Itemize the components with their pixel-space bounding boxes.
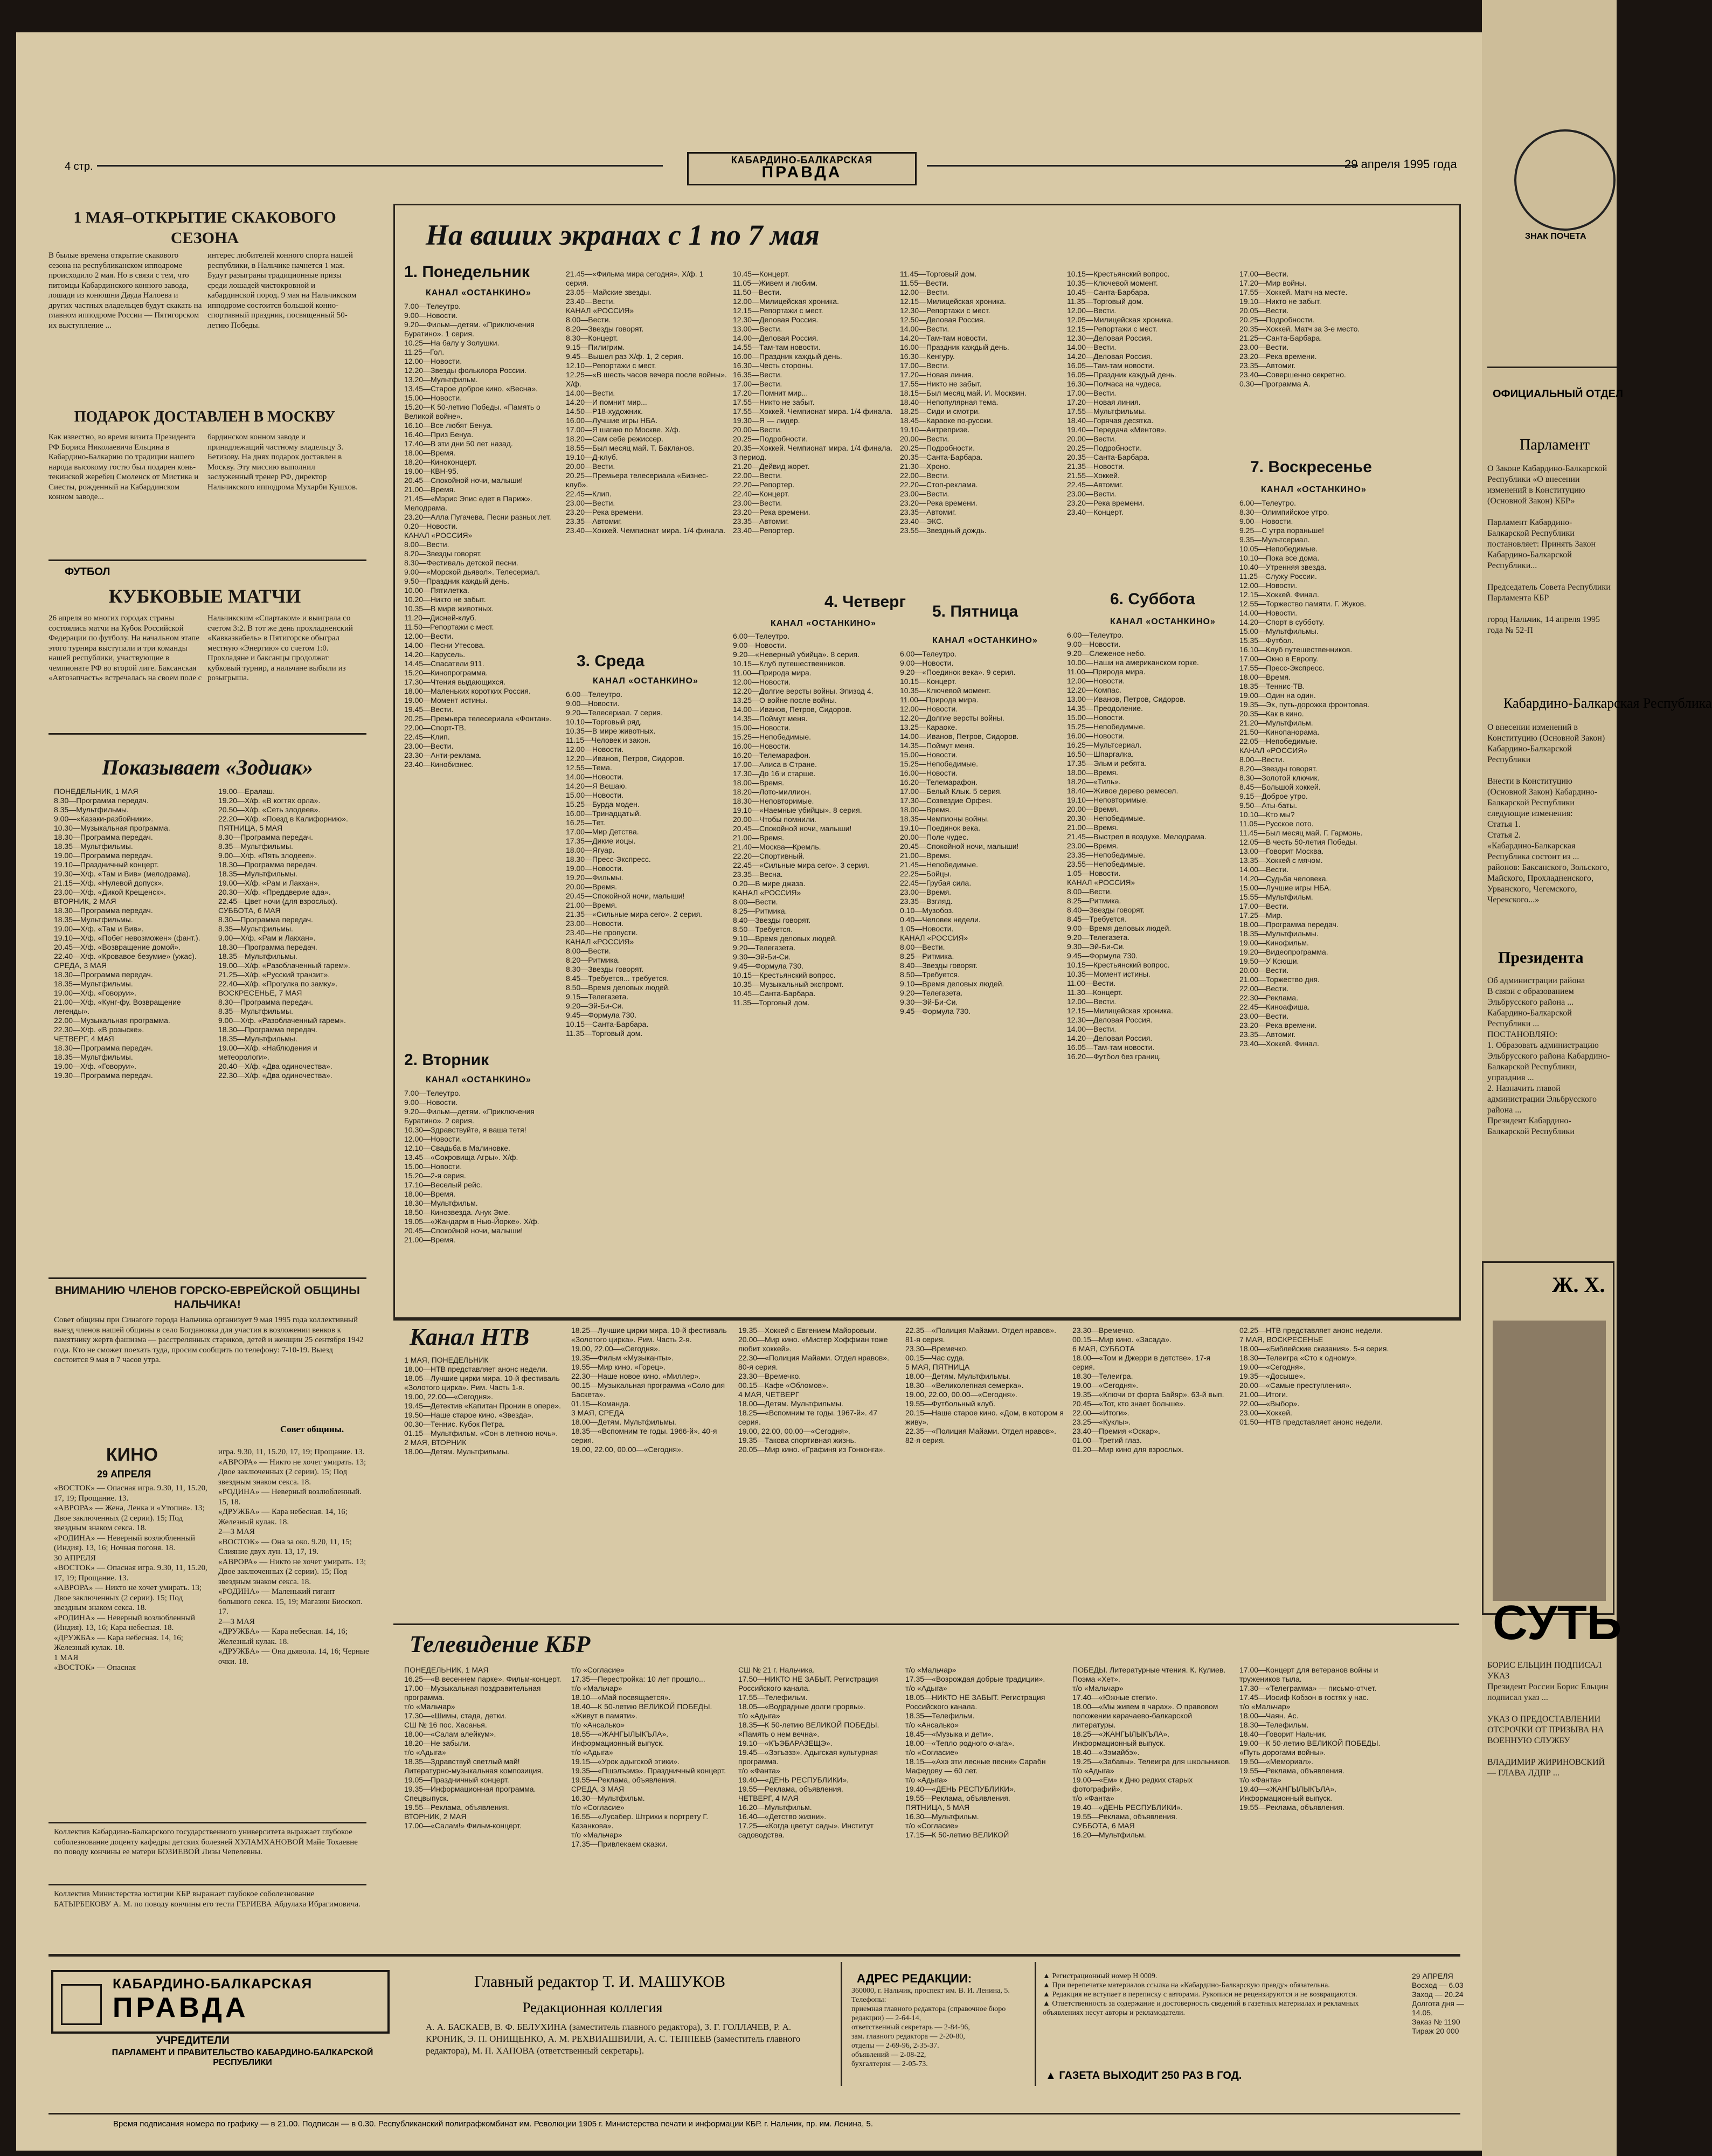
tv-col-1: 7.00—Телеутро. 9.00—Новости. 9.20—Фильм—детям. «Приключения Буратино». 1 серия. 10.25—На балу у Золушки. 11.25—Гол. 12.00—Новости. 12.20—Звезды фольклора России. 13.20—Мультфильм. 13.45—Старое доброе кино. «Весна». 15.00—Новости. 15.20—К 50-летию Победы. «Память о Великой войне». 16.10—Все любят Бенуа. 16.40—Приз Бенуа. 17.40—В эти дни 50 лет назад. 18.00—Время. 18.20—Киноконцерт. 19.00—КВН-95. 20.45—Спокойной ночи, малыши! 21.00—Время. 21.45—«Мэрис Эпис едет в Париж». Мелодрама. 23.20—Алла Пугачева. Песни разных лет. 0.20—Новости. КАНАЛ «РОССИЯ» 8.00—Вести. 8.20—Звезды говорят. 8.30—Фестиваль детской песни. 9.00—«Морской дьявол». Телесериал. 9.50—Праздник каждый день. 10.00—Пятилетка. 10.20—Никто не забыт. 10.35—В мире животных. 11.20—Дисней-клуб. 11.50—Репортажи с мест. 12.00—Вести. 14.00—Песни Утесова. 14.20—Карусель. 14.45—Спасатели 911. 15.20—Кинопрограмма. 17.30—Чтения выдающихся. 18.00—Маленьких коротких Россия. 19.00—Момент истины. 19.45—Вести. 20.25—Премьера телесериала «Фонтан». 22.00—Спорт-ТВ. 22.45—Клип. 23.00—Вести. 23.30—Анти-реклама. 23.40—Кинобизнес. (404, 302, 552, 769)
ntv-col-4: 22.35—«Полиция Майами. Отдел нравов». 81-я серия. 23.30—Времечко. 00.15—Час суда. 5 МАЯ, ПЯТНИЦА 18.00—Детям. Мультфильмы. 18.30—«Великолепная семерка». 19.00, 22.00, 00.00—«Сегодня». 19.55—Футбольный клуб. 20.15—Наше старое кино. «Дом, в котором я живу». 22.35—«Полиция Майами. Отдел нравов». 82-я серия. (905, 1326, 1064, 1445)
ntv-title: Канал НТВ (410, 1324, 530, 1350)
divider (48, 733, 366, 735)
day-monday: 1. Понедельник (404, 263, 530, 281)
medal-emblem-icon (1514, 129, 1616, 231)
tv-day6: 6.00—Телеутро. 9.00—Новости. 9.20—Слеженое небо. 10.00—Наши на американском горке. 11.00—Природа мира. 12.00—Новости. 12.20—Компас. 13.00—Иванов, Петров, Сидоров. 14.35—Преодоление. 15.00—Новости. 15.25—Непобедимые. 16.00—Новости. 16.25—Мультсериал. 16.50—Шпаргалка. 17.35—Эльм и ребята. 18.00—Время. 18.20—«Тиль». 18.40—Живое дерево ремесел. 19.10—Неповторимые. 20.00—Время. 20.30—Непобедимые. 21.00—Время. 21.45—Выстрел в воздухе. Мелодрама. 23.00—Время. 23.35—Непобедимые. 23.55—Непобедимые. 1.05—Новости. КАНАЛ «РОССИЯ» 8.00—Вести. 8.25—Ритмика. 8.40—Звезды говорят. 8.45—Требуется. 9.00—Время деловых людей. 9.20—Телегазета. 9.30—Эй-Би-Си. 9.45—Формула 730. 10.15—Крестьянский вопрос. 10.35—Момент истины. 11.00—Вести. 11.30—Концерт. 12.00—Вести. 12.15—Милицейская хроника. 12.30—Деловая Россия. 14.00—Вести. 14.20—Деловая Россия. 16.05—Там-там новости. 16.20—Футбол без границ. (1067, 631, 1207, 1061)
kbr-col-5: ПОБЕДЫ. Литературные чтения. К. Кулиев. Поэма «Хет». т/о «Мальчар» 17.40—«Южные степи». 18.00—«Мы живем в чарах». О правовом положении карачаево-балкарской литературы. 18.25—«ЖАНГЫЛЫКЪЛА». Информационный выпуск. 18.40—«Зэмайбэ». 19.25—«Забавы». Телеигра для школьников. т/о «Адыга» 19.00—«Ем» к Дню редких старых фотографий». т/о «Фанта» 19.40—«ДЕНЬ РЕСПУБЛИКИ». 19.55—Реклама, объявления. СУББОТА, 6 МАЯ 16.20—Мультфильм. (1072, 1666, 1231, 1839)
cup-body-1: 26 апреля во многих городах страны состоялись матчи на Кубок Российской Федерации по футболу. На начальном этапе этого турнира выступали и три команды нашей республики, участвующие в чемпионате РФ во второй лиге. Баксанская «Автозапчасть» встречалась на своем поле с (48, 614, 202, 682)
channel-ostankino: КАНАЛ «ОСТАНКИНО» (1261, 485, 1367, 494)
notice-signature: Совет общины. (280, 1424, 344, 1434)
kbr-col-1: ПОНЕДЕЛЬНИК, 1 МАЯ 16.25—«В весеннем парке». Фильм-концерт. 17.00—Музыкальная поздравительная программа. т/о «Мальчар» 17.30—«Шимы, стада, детки. СШ № 16 пос. Хасанья. 18.00—«Салам алейкум». 18.20—Не забыли. т/о «Адыга» 18.35—Здравствуй светлый май! Литературно-музыкальная композиция. 19.05—Праздничный концерт. 19.35—Информационная программа. Спецвыпуск. 19.55—Реклама, объявления. ВТОРНИК, 2 МАЯ 17.00—«Салам!» Фильм-концерт. (404, 1666, 562, 1830)
ntv-col-1: 1 МАЯ, ПОНЕДЕЛЬНИК 18.00—НТВ представляет анонс недели. 18.05—Лучшие цирки мира. 10-й фестиваль «Золотого цирка». Рим. Часть 1-я. 19.00, 22.00—«Сегодня». 19.45—Детектив «Капитан Пронин в опере». 19.50—Наше старое кино. «Звезда». 00.30—Теннис. Кубок Петра. 01.15—Мультфильм. «Сон в летнюю ночь». 2 МАЯ, ВТОРНИК 18.00—Детям. Мультфильмы. (404, 1356, 562, 1456)
kbr-title: Телевидение КБР (410, 1631, 591, 1657)
masthead: КАБАРДИНО-БАЛКАРСКАЯ ПРАВДА (687, 152, 917, 185)
day-friday: 5. Пятница (932, 603, 1018, 620)
divider (48, 1277, 366, 1279)
sut-body: БОРИС ЕЛЬЦИН ПОДПИСАЛ УКАЗ Президент России Борис Ельцин подписал указ ... УКАЗ О ПРЕДОСТАВЛЕНИИ ОТСРОЧКИ ОТ ПРИЗЫВА НА ВОЕННУЮ СЛУЖБУ ВЛАДИМИР ЖИРИНОВСКИЙ — ГЛАВА ЛДПР ... (1487, 1661, 1609, 1778)
divider (1487, 367, 1617, 368)
tv-col-3: 10.45—Концерт. 11.05—Живем и любим. 11.50—Вести. 12.00—Милицейская хроника. 12.15—Репортажи с мест. 12.30—Деловая Россия. 13.00—Вести. 14.00—Деловая Россия. 14.55—Там-там новости. 16.00—Праздник каждый день. 16.30—Честь стороны. 16.35—Вести. 17.00—Вести. 17.20—Помнит мир... 17.55—Никто не забыт. 17.55—Хоккей. Чемпионат мира. 1/4 финала. 19.30—Я — лидер. 20.00—Вести. 20.25—Подробности. 20.35—Хоккей. Чемпионат мира. 1/4 финала. 3 период. 21.20—Дейвид жорет. 22.00—Вести. 22.20—Репортер. 22.40—Концерт. 23.00—Вести. 23.20—Река времени. 23.35—Автомиг. 23.40—Репортер. (733, 270, 893, 535)
day-sunday: 7. Воскресенье (1250, 458, 1372, 476)
chief-editor: Главный редактор Т. И. МАШУКОВ (474, 1973, 725, 1991)
tv-day3: 6.00—Телеутро. 9.00—Новости. 9.20—Телесериал. 7 серия. 10.10—Торговый ряд. 10.35—В мире животных. 11.15—Человек и закон. 12.00—Новости. 12.20—Иванов, Петров, Сидоров. 12.55—Тема. 14.00—Новости. 14.20—Я Вешаю. 15.00—Новости. 15.25—Бурда моден. 16.00—Тринадцатый. 16.25—Тет. 17.00—Мир Детства. 17.35—Дикие иоцы. 18.00—Ягуар. 18.30—Пресс-Экспресс. 19.00—Новости. 19.20—Фильмы. 20.00—Время. 20.45—Спокойной ночи, малыши! 21.00—Время. 21.35—«Сильные мира сего». 2 серия. 23.00—Новости. 23.40—Не пропусти. КАНАЛ «РОССИЯ» 8.00—Вести. 8.20—Ритмика. 8.30—Звезды говорят. 8.45—Требуется... требуется. 8.50—Время деловых людей. 9.15—Телегазета. 9.20—Эй-Би-Си. 9.45—Формула 730. 10.15—Санта-Барбара. 11.35—Торговый дом. (566, 690, 703, 1038)
print-info: Время подписания номера по графику — в 21.00. Подписан — в 0.30. Республиканский полиграфкомбинат им. Революции 1905 г. Министерства печати и информации КБР. г. Нальчик, пр. им. Ленина, 5. (113, 2119, 873, 2129)
channel-ostankino: КАНАЛ «ОСТАНКИНО» (1110, 617, 1216, 626)
kbr-col-6: 17.00—Концерт для ветеранов войны и тружеников тыла. 17.30—«Телеграмма» — письмо-отчет. 17.45—Иосиф Кобзон в гостях у нас. т/о «Мальчар» 18.00—Чаян. Ас. 18.30—Телефильм. 18.40—Говорит Нальчик. 19.00—К 50-летию ВЕЛИКОЙ ПОБЕДЫ. «Путь дорогами войны». 19.50—«Мемориал». 19.55—Реклама, объявления. т/о «Фанта» 19.40—«ЖАНГЫЛЫКЪЛА». Информационный выпуск. 19.55—Реклама, объявления. (1239, 1666, 1381, 1812)
notice-body: Совет общины при Синагоге города Нальчика организует 9 мая 1995 года коллективный выезд членов нашей общины в село Богдановка для участия в возложении венков к памятнику жертв фашизма — расстрелянных стариков, детей и женщин 25 сентября 1942 года. Кто не сможет поехать туда, просим сообщить по телефону: 7-10-19. Выезд состоится 9 мая в 7 часов утра. (54, 1316, 364, 1364)
president-body: Об администрации района В связи с образованием Эльбрусского района ... Кабардино-Балкарской Республики ... ПОСТАНОВЛЯЮ: 1. Образовать администрацию Эльбрусского района Кабардино-Балкарской Республики, упразднив ... 2. Назначить главой администрации Эльбрусского района ... Президент Кабардино-Балкарской Республики (1487, 976, 1610, 1136)
tv-col-4: 11.45—Торговый дом. 11.55—Вести. 12.00—Вести. 12.15—Милицейская хроника. 12.30—Репортажи с мест. 12.50—Деловая Россия. 14.00—Вести. 14.20—Там-там новости. 16.00—Праздник каждый день. 16.30—Кенгуру. 17.00—Вести. 17.20—Новая линия. 17.55—Никто не забыт. 18.15—Был месяц май. И. Москвин. 18.40—Непопулярная тема. 18.25—Сиди и смотри. 18.45—Караоке по-русски. 19.10—Антрепризе. 20.00—Вести. 20.25—Подробности. 20.35—Санта-Барбара. 21.30—Хроно. 22.00—Вести. 22.20—Стоп-реклама. 23.00—Вести. 23.20—Река времени. 23.35—Автомиг. 23.40—ЭКС. 23.55—Звездный дождь. (900, 270, 1027, 535)
board-title: Редакционная коллегия (523, 2000, 663, 2015)
footer-divider (1035, 1962, 1036, 2086)
divider (48, 1884, 366, 1885)
ntv-col-2: 18.25—Лучшие цирки мира. 10-й фестиваль «Золотого цирка». Рим. Часть 2-я. 19.00, 22.00—«Сегодня». 19.35—Фильм «Музыканты». 19.55—Мир кино. «Горец». 22.30—Наше новое кино. «Миллер». 00.15—Музыкальная программа «Соло для Баскета». 01.15—Команда. 3 МАЯ, СРЕДА 18.00—Детям. Мультфильмы. 18.35—«Вспомним те годы. 1966-й». 40-я серия. 19.00, 22.00, 00.00—«Сегодня». (571, 1326, 727, 1454)
notice-title: ВНИМАНИЮ ЧЛЕНОВ ГОРСКО-ЕВРЕЙСКОЙ ОБЩИНЫ НАЛЬЧИКА! (55, 1284, 360, 1311)
sut-heading: СУТЬ (1493, 1596, 1622, 1650)
ntv-col-5: 23.30—Времечко. 00.15—Мир кино. «Засада». 6 МАЯ, СУББОТА 18.00—«Том и Джерри в детстве». 17-я серия. 18.30—Телеигра. 19.00—«Сегодня». 19.35—«Ключи от форта Байяр». 63-й вып. 20.45—«Тот, кто знает больше». 22.00—«Итоги». 23.25—«Куклы». 23.40—Премия «Оскар». 01.00—Третий глаз. 01.20—Мир кино для взрослых. (1072, 1326, 1224, 1454)
frequency-note: ▲ ГАЗЕТА ВЫХОДИТ 250 РАЗ В ГОД. (1045, 2070, 1242, 2082)
tv-day4: 6.00—Телеутро. 9.00—Новости. 9.20—«Неверный убийца». 8 серия. 10.15—Клуб путешественников. 11.00—Природа мира. 12.00—Новости. 12.20—Долгие версты войны. Эпизод 4. 13.25—О войне после войны. 14.00—Иванов, Петров, Сидоров. 14.35—Поймут меня. 15.00—Новости. 15.25—Непобедимые. 16.00—Новости. 16.20—Телемарафон. 17.00—Алиса в Стране. 17.30—До 16 и старше. 18.00—Время. 18.20—Лото-миллион. 18.30—Неповторимые. 19.10—«Наемные убийцы». 8 серия. 20.00—Чтобы помнили. 20.45—Спокойной ночи, малыши! 21.00—Время. 21.40—Москва—Кремль. 22.20—Спортивный. 22.45—«Сильные мира сего». 3 серия. 23.35—Весна. 0.20—В мире джаза. КАНАЛ «РОССИЯ» 8.00—Вести. 8.25—Ритмика. 8.40—Звезды говорят. 8.50—Требуется. 9.10—Время деловых людей. 9.20—Телегазета. 9.30—Эй-Би-Си. 9.45—Формула 730. 10.15—Крестьянский вопрос. 10.35—Музыкальный экспромт. 10.45—Санта-Барбара. 11.35—Торговый дом. (733, 632, 874, 1007)
emblem-icon (61, 1984, 102, 2025)
kino-schedule-2: игра. 9.30, 11, 15.20, 17, 19; Прощание. 13. «АВРОРА» — Никто не хочет умирать. 13; Двое заключенных (2 серии). 15; Под звездным знаком секса. 18. «РОДИНА» — Неверный возлюбленный. 15, 18. «ДРУЖБА» — Кара небесная. 14, 16; Железный кулак. 18. 2—3 МАЯ «ВОСТОК» — Она за око. 9.20, 11, 15; Слияние двух лун. 13, 17, 19. «АВРОРА» — Никто не хочет умирать. 13; Двое заключенных (2 серии). 15; Под звездным знаком секса. 18. «РОДИНА» — Маленький гигант большого секса. 15, 19; Магазин Биоскоп. 17. 2—3 МАЯ «ДРУЖБА» — Кара небесная. 14, 16; Железный кулак. 18. «ДРУЖБА» — Она дьявола. 14, 16; Черные очки. 18. (218, 1448, 369, 1666)
kbr-col-3: СШ № 21 г. Нальчика. 17.50—НИКТО НЕ ЗАБЫТ. Регистрация Российского канала. 17.55—Телефильм. 18.05—«Водрадные долги прорвы». т/о «Адыга» 18.35—К 50-летию ВЕЛИКОЙ ПОБЕДЫ. «Память о нем вечна». 19.10—«КЪЭБАРАЗЕЩЭ». 19.45—«Зэгъэзэ». Адыгская культурная программа. т/о «Фанта» 19.40—«ДЕНЬ РЕСПУБЛИКИ». 19.55—Реклама, объявления. ЧЕТВЕРГ, 4 МАЯ 16.20—Мультфильм. 16.40—«Детство жизни». 17.25—«Когда цветут сады». Институт садоводства. (738, 1666, 879, 1839)
kab-body: О внесении изменений в Конституцию (Основной Закон) Кабардино-Балкарской Республики Внести в Конституцию (Основной Закон) Кабардино-Балкарской Республики следующие изменения: Статья 1. Статья 2. «Кабардино-Балкарская Республика состоит из ... районов: Баксанского, Зольского, Майского, Прохладненского, Урванского, Чегемского, Черекского...» (1487, 723, 1610, 904)
kino-schedule-1: «ВОСТОК» — Опасная игра. 9.30, 11, 15.20, 17, 19; Прощание. 13. «АВРОРА» — Жена, Ленка и «Утопия». 13; Двое заключенных (2 серии). 15; Под звездным знаком секса. 18. «РОДИНА» — Неверный возлюбленный (Индия). 13, 16; Ночная погоня. 18. 30 АПРЕЛЯ «ВОСТОК» — Опасная игра. 9.30, 11, 15.20, 17, 19; Прощание. 13. «АВРОРА» — Никто не хочет умирать. 13; Двое заключенных (2 серии). 15; Под звездным знаком секса. 18. «РОДИНА» — Неверный возлюбленный (Индия). 13, 16; Кара небесная. 18. «ДРУЖБА» — Кара небесная. 14, 16; Железный кулак. 18. 1 МАЯ «ВОСТОК» — Опасная (54, 1484, 207, 1672)
issue-date: 29 апреля 1995 года (1344, 157, 1457, 171)
footer-divider (841, 1962, 842, 2086)
race-title: 1 МАЯ–ОТКРЫТИЕ СКАКОВОГО СЕЗОНА (73, 209, 336, 247)
kino-date: 29 АПРЕЛЯ (97, 1469, 151, 1480)
kab-heading: Кабардино-Балкарская Республика (1503, 695, 1712, 711)
footer-logo: КАБАРДИНО-БАЛКАРСКАЯ ПРАВДА (51, 1970, 390, 2034)
channel-ostankino: КАНАЛ «ОСТАНКИНО» (593, 676, 698, 686)
adjacent-page (1482, 0, 1712, 2156)
channel-ostankino: КАНАЛ «ОСТАНКИНО» (932, 636, 1038, 645)
founders-title: УЧРЕДИТЕЛИ (156, 2035, 230, 2047)
parliament-body: О Законе Кабардино-Балкарской Республики «О внесении изменений в Конституцию (Основной Закон) КБР» Парламент Кабардино-Балкарской Республики постановляет: Принять Закон Кабардино-Балкарской Республики... Председатель Совета Республики Парламента КБР город Нальчик, 14 апреля 1995 года № 52-П (1487, 464, 1611, 635)
condolence-1: Коллектив Кабардино-Балкарского государственного университета выражает глубокое соболезнование доценту кафедры детских болезней ХУЛАМХАНОВОЙ Майе Тохаевне по поводу кончины ее матери БОЗИЕВОЙ Лизы Чепелевны. (54, 1828, 358, 1856)
cup-title: КУБКОВЫЕ МАТЧИ (108, 585, 301, 607)
tv-week-title: На ваших экранах с 1 по 7 мая (426, 219, 820, 251)
gift-title: ПОДАРОК ДОСТАВЛЕН В МОСКВУ (74, 409, 336, 425)
day-wednesday: 3. Среда (577, 652, 644, 670)
kino-title: КИНО (106, 1445, 158, 1465)
day-saturday: 6. Суббота (1110, 590, 1195, 608)
condolence-2: Коллектив Министерства юстиции КБР выражает глубокое соболезнование БАТЫРБЕКОВУ А. М. по поводу кончины его тести ГЕРИЕВА Абдулаха Ибрагимовича. (54, 1890, 361, 1909)
football-label: ФУТБОЛ (65, 566, 110, 578)
page-number: 4 стр. (65, 161, 93, 172)
footer-rule (48, 1954, 1460, 1957)
kbr-col-4: т/о «Мальчар» 17.35—«Возрождая добрые традиции». т/о «Адыга» 18.05—НИКТО НЕ ЗАБЫТ. Регистрация Российского канала. 18.35—Телефильм. т/о «Ансалько» 18.45—«Музыка и дети». 18.00—«Тепло родного очага». т/о «Согласие» 18.15—«Ахэ эти лесные песни» Сарабн Мафедову — 60 лет. т/о «Адыга» 19.40—«ДЕНЬ РЕСПУБЛИКИ». 19.55—Реклама, объявления. ПЯТНИЦА, 5 МАЯ 16.30—Мультфильм. т/о «Согласие» 17.15—К 50-летию ВЕЛИКОЙ (905, 1666, 1046, 1839)
header-rule-left (97, 165, 663, 167)
race-body-2: интерес любителей конного спорта нашей республики, в Нальчике начнется 1 мая. Будут разыграны традиционные призы среди лошадей чистокровной и кабардинской пород. 9 мая на Нальчикском ипподроме состоится большой конно-спортивный праздник, посвященный 50-летию Победы. (207, 251, 357, 330)
tv-col-5: 10.15—Крестьянский вопрос. 10.35—Ключевой момент. 10.45—Санта-Барбара. 11.35—Торговый дом. 12.00—Вести. 12.05—Милицейская хроника. 12.15—Репортажи с мест. 12.30—Деловая Россия. 14.00—Вести. 14.20—Деловая Россия. 16.05—Там-там новости. 16.05—Праздник каждый день. 16.30—Полчаса на чудеса. 17.00—Вести. 17.20—Новая линия. 17.55—Мультфильмы. 18.40—Горячая десятка. 19.40—Передача «Ментов». 20.00—Вести. 20.25—Подробности. 20.35—Санта-Барбара. 21.35—Новости. 21.55—Хоккей. 22.45—Автомиг. 23.00—Вести. 23.20—Река времени. 23.40—Концерт. (1067, 270, 1176, 516)
kbr-col-2: т/о «Согласие» 17.35—Перестройка: 10 лет прошло... т/о «Мальчар» 18.10—«Май посвящается». 18.40—К 50-летию ВЕЛИКОЙ ПОБЕДЫ. «Живут в памяти». т/о «Ансалько» 18.55—«ЖАНГЫЛЫКЪЛА». Информационный выпуск. т/о «Адыга» 19.15—«Урок адыгской этики». 19.35—«Пшэлъэмэ». Праздничный концерт. 19.55—Реклама, объявления. СРЕДА, 3 МАЯ 16.30—Мультфильм. т/о «Согласие» 16.55—«Лусабер. Штрихи к портрету Г. Казанкова». т/о «Мальчар» 17.35—Привлекаем сказки. (571, 1666, 726, 1848)
day-tuesday: 2. Вторник (404, 1051, 489, 1069)
divider (393, 1623, 1459, 1625)
founders-body: ПАРЛАМЕНТ И ПРАВИТЕЛЬСТВО КАБАРДИНО-БАЛКАРСКОЙ РЕСПУБЛИКИ (112, 2048, 373, 2067)
gift-body-2: бардинском конном заводе и принадлежащий частному владельцу З. Бетизову. На днях подарок доставлен в Москву. Эту миссию выполнил заслуженный тренер РФ, директор Нальчикского ипподрома Мухарби Кушхов. (207, 433, 358, 492)
tv-day2: 7.00—Телеутро. 9.00—Новости. 9.20—Фильм—детям. «Приключения Буратино». 2 серия. 10.30—Здравствуйте, я ваша тетя! 12.00—Новости. 12.10—Свадьба в Малиновке. 13.45—«Сокровища Агры». Х/ф. 15.00—Новости. 15.20—2-я серия. 17.10—Веселый рейс. 18.00—Время. 18.30—Мультфильм. 18.50—Кинозвезда. Анук Эме. 19.05—«Жандарм в Нью-Йорке». Х/ф. 20.45—Спокойной ночи, малыши! 21.00—Время. (404, 1089, 539, 1244)
president-heading: Президента (1498, 949, 1584, 966)
address-title: АДРЕС РЕДАКЦИИ: (857, 1972, 972, 1985)
emblem-caption: ЗНАК ПОЧЕТА (1525, 232, 1586, 241)
zodiak-schedule-2: 19.00—Ералаш. 19.20—Х/ф. «В когтях орла». 20.50—Х/ф. «Сеть злодеев». 22.20—Х/ф. «Поезд в Калифорнию». ПЯТНИЦА, 5 МАЯ 8.30—Программа передач. 8.35—Мультфильмы. 9.00—Х/ф. «Пять злодеев». 18.30—Программа передач. 18.35—Мультфильмы. 19.00—Х/ф. «Рам и Лакхан». 20.30—Х/ф. «Преддверие ада». 22.45—Цвет ночи (для взрослых). СУББОТА, 6 МАЯ 8.30—Программа передач. 8.35—Мультфильмы. 9.00—Х/ф. «Рам и Лакхан». 18.30—Программа передач. 18.35—Мультфильмы. 19.00—Х/ф. «Разоблаченный гарем». 21.25—Х/ф. «Русский транзит». 22.40—Х/ф. «Прогулка по замку». ВОСКРЕСЕНЬЕ, 7 МАЯ 8.30—Программа передач. 8.35—Мультфильмы. 9.00—Х/ф. «Разоблаченный гарем». 18.30—Программа передач. 18.35—Мультфильмы. 19.00—Х/ф. «Наблюдения и метеорологи». 20.40—Х/ф. «Два одиночества». 22.30—Х/ф. «Два одиночества». (218, 787, 350, 1080)
parliament-heading: Парламент (1520, 437, 1590, 453)
address-body: 360000, г. Нальчик, проспект им. В. И. Ленина, 5. Телефоны: приемная главного редактора (справочное бюро редакции) — 2-64-14, ответственный секретарь — 2-84-96, зам. главного редактора — 2-20-80, отделы — 2-69-96, 2-35-37. объявлений — 2-08-22, бухгалтерия — 2-05-73. (851, 1987, 1010, 2068)
ntv-col-3: 19.35—Хоккей с Евгением Майоровым. 20.00—Мир кино. «Мистер Хоффман тоже любит хоккей». 22.30—«Полиция Майами. Отдел нравов». 80-я серия. 23.30—Времечко. 00.15—Кафе «Обломов». 4 МАЯ, ЧЕТВЕРГ 18.00—Детям. Мультфильмы. 18.25—«Вспомним те годы. 1967-й». 47 серия. 19.00, 22.00, 00.00—«Сегодня». 19.35—Такова спортивная жизнь. 20.05—Мир кино. «Графиня из Гонконга». (738, 1326, 889, 1454)
tv-col-6: 17.00—Вести. 17.20—Мир войны. 17.55—Хоккей. Матч на месте. 19.10—Никто не забыт. 20.05—Вести. 20.25—Подробности. 20.35—Хоккей. Матч за 3-е место. 21.25—Санта-Барбара. 23.00—Вести. 23.20—Река времени. 23.35—Автомиг. 23.40—Совершенно секретно. 0.30—Программа А. (1239, 270, 1360, 388)
divider (393, 1317, 1459, 1319)
zodiak-title: Показывает «Зодиак» (102, 755, 313, 779)
newspaper-page (16, 32, 1482, 2151)
right-info-box: 29 АПРЕЛЯ Восход — 6.03 Заход — 20.24 Долгота дня — 14.05. Заказ № 1190 Тираж 20 000 (1412, 1972, 1464, 2035)
footer-bottom-rule (48, 2113, 1460, 2114)
race-body-1: В былые времена открытие скакового сезона на республиканском ипподроме происходило 2 мая. Но в связи с тем, что питомцы Кабардинского конного завода, лошади из конюшни Дауда Налоева и других частных владельцев будут скакать на главном ипподроме России — Пятигорском их выступление ... (48, 251, 202, 330)
tv-col-7: 6.00—Телеутро. 8.30—Олимпийское утро. 9.00—Новости. 9.25—С утра пораньше! 9.35—Мультсериал. 10.05—Непобедимые. 10.10—Пока все дома. 10.40—Утренняя звезда. 11.25—Служу России. 12.00—Новости. 12.15—Хоккей. Финал. 12.55—Торжество памяти. Г. Жуков. 14.00—Новости. 14.20—Спорт в субботу. 15.00—Мультфильмы. 15.35—Футбол. 16.10—Клуб путешественников. 17.00—Окно в Европу. 17.55—Пресс-Экспресс. 18.00—Время. 18.35—Теннис-ТВ. 19.00—Один на один. 19.35—Эх, путь-дорожка фронтовая. 20.35—Как в кино. 21.20—Мультфильм. 21.50—Кинопанорама. 22.05—Непобедимые. КАНАЛ «РОССИЯ» 8.00—Вести. 8.20—Звезды говорят. 8.30—Золотой ключик. 8.45—Большой хоккей. 9.15—Доброе утро. 9.50—Аты-баты. 10.10—Кто мы? 11.05—Русское лото. 11.45—Был месяц май. Г. Гармонь. 12.05—В честь 50-летия Победы. 13.00—Говорит Москва. 13.35—Хоккей с мячом. 14.00—Вести. 14.20—Судьба человека. 15.00—Лучшие игры НБА. 15.55—Мультфильм. 17.00—Вести. 17.25—Мир. 18.00—Программа передач. 18.35—Мультфильмы. 19.00—Кинофильм. 19.20—Видеопрограмма. 19.50—У Ксюши. 20.00—Вести. 21.00—Торжество дня. 22.00—Вести. 22.30—Реклама. 22.45—Киноафиша. 23.00—Вести. 23.20—Река времени. 23.35—Автомиг. 23.40—Хоккей. Финал. (1239, 499, 1370, 1048)
portrait-label: Ж. Х. (1552, 1273, 1605, 1297)
tv-day5: 6.00—Телеутро. 9.00—Новости. 9.20—«Поединок века». 9 серия. 10.15—Концерт. 10.35—Ключевой момент. 11.00—Природа мира. 12.00—Новости. 12.20—Долгие версты войны. 13.25—Караоке. 14.00—Иванов, Петров, Сидоров. 14.35—Поймут меня. 15.00—Новости. 15.25—Непобедимые. 16.00—Новости. 16.20—Телемарафон. 17.00—Белый Клык. 5 серия. 17.30—Созвездие Орфея. 18.00—Время. 18.35—Чемпионы войны. 19.10—Поединок века. 20.00—Поле чудес. 20.45—Спокойной ночи, малыши! 21.00—Время. 21.45—Непобедимые. 22.25—Бойцы. 22.45—Грубая сила. 23.00—Время. 23.35—Взгляд. 0.10—Музобоз. 0.40—Человек недели. 1.05—Новости. КАНАЛ «РОССИЯ» 8.00—Вести. 8.25—Ритмика. 8.40—Звезды говорят. 8.50—Требуется. 9.10—Время деловых людей. 9.20—Телегазета. 9.30—Эй-Би-Си. 9.45—Формула 730. (900, 649, 1019, 1015)
portrait-photo (1493, 1321, 1606, 1601)
gift-body-1: Как известно, во время визита Президента РФ Бориса Николаевича Ельцина в Кабардино-Балкарию по традиции нашего народа высокому гостю был подарен конь-текинской жеребец Смоленск от Мистика и Сиесты, рожденный на Кабардинском конном заводе... (48, 433, 199, 501)
tv-col-2: 21.45—«Фильма мира сегодня». Х/ф. 1 серия. 23.05—Майские звезды. 23.40—Вести. КАНАЛ «РОССИЯ» 8.00—Вести. 8.20—Звезды говорят. 8.30—Концерт. 9.15—Пилигрим. 9.45—Вышел раз Х/ф. 1, 2 серия. 12.10—Репортажи с мест. 12.25—«В шесть часов вечера после войны». Х/ф. 14.00—Вести. 14.20—И помнит мир... 14.50—Р18-художник. 16.00—Лучшие игры НБА. 17.00—Я шагаю по Москве. Х/ф. 18.20—Сам себе режиссер. 18.55—Был месяц май. Т. Бакланов. 19.10—Д-клуб. 20.00—Вести. 20.25—Премьера телесериала «Бизнес-клуб». 22.45—Клип. 23.00—Вести. 23.20—Река времени. 23.35—Автомиг. 23.40—Хоккей. Чемпионат мира. 1/4 финала. (566, 270, 727, 535)
channel-ostankino: КАНАЛ «ОСТАНКИНО» (771, 619, 876, 628)
official-section: ОФИЦИАЛЬНЫЙ ОТДЕЛ (1493, 388, 1623, 400)
board-members: А. А. БАСКАЕВ, В. Ф. БЕЛУХИНА (заместитель главного редактора), З. Г. ГОЛЛАЧЕВ, Р. А. КРОНИК, Э. П. ОНИЩЕНКО, А. М. РЕХВИАШВИЛИ, А. С. ТЕППЕЕВ (заместитель главного редактора), М. П. ХАПОВА (ответственный секретарь). (426, 2022, 801, 2056)
ntv-col-6: 02.25—НТВ представляет анонс недели. 7 МАЯ, ВОСКРЕСЕНЬЕ 18.00—«Библейские сказания». 5-я серия. 18.30—Телеигра «Сто к одному». 19.00—«Сегодня». 19.35—«Досыше». 20.00—«Самые преступления». 21.00—Итоги. 22.00—«Выбор». 23.00—Хоккей. 01.50—НТВ представляет анонс недели. (1239, 1326, 1389, 1426)
register-notes: ▲ Регистрационный номер Н 0009. ▲ При перепечатке материалов ссылка на «Кабардино-Балкарскую правду» обязательна. ▲ Редакция не вступает в переписку с авторами. Рукописи не рецензируются и не возвращаются. ▲ Ответственность за содержание и достоверность сведений в газетных материалах и рекламных объявлениях несут авторы и рекламодатели. (1043, 1972, 1359, 2017)
cup-body-2: Нальчикским «Спартаком» и выиграла со счетом 3:2. В тот же день прохладненский «Кавказкабель» в Пятигорске обыграл местную «Энергию» со счетом 1:0. Прохладяне и баксанцы продолжат кубковый турнир, а нальчане выбыли из розыгрыша. (207, 614, 353, 682)
divider (48, 559, 366, 561)
header-rule-right (927, 165, 1358, 167)
channel-ostankino: КАНАЛ «ОСТАНКИНО» (426, 288, 531, 298)
day-thursday: 4. Четверг (824, 593, 906, 611)
zodiak-schedule-1: ПОНЕДЕЛЬНИК, 1 МАЯ 8.30—Программа передач. 8.35—Мультфильмы. 9.00—«Казаки-разбойники». 10.30—Музыкальная программа. 18.30—Программа передач. 18.35—Мультфильмы. 19.00—Программа передач. 19.10—Праздничный концерт. 19.30—Х/ф. «Там и Вив» (мелодрама). 21.15—Х/ф. «Нулевой допуск». 23.00—Х/ф. «Дикой Крещенск». ВТОРНИК, 2 МАЯ 18.30—Программа передач. 18.35—Мультфильмы. 19.00—Х/ф. «Там и Вив». 19.10—Х/ф. «Побег невозможен» (фант.). 20.45—Х/ф. «Возвращение домой». 22.40—Х/ф. «Кровавое безумие» (ужас). СРЕДА, 3 МАЯ 18.30—Программа передач. 18.35—Мультфильмы. 19.00—Х/ф. «Говоруи». 21.00—Х/ф. «Кунг-фу. Возвращение легенды». 22.00—Музыкальная программа. 22.30—Х/ф. «В розыске». ЧЕТВЕРГ, 4 МАЯ 18.30—Программа передач. 18.35—Мультфильмы. 19.00—Х/ф. «Говоруи». 19.30—Программа передач. (54, 787, 200, 1080)
divider (48, 1822, 366, 1823)
channel-ostankino: КАНАЛ «ОСТАНКИНО» (426, 1075, 531, 1084)
